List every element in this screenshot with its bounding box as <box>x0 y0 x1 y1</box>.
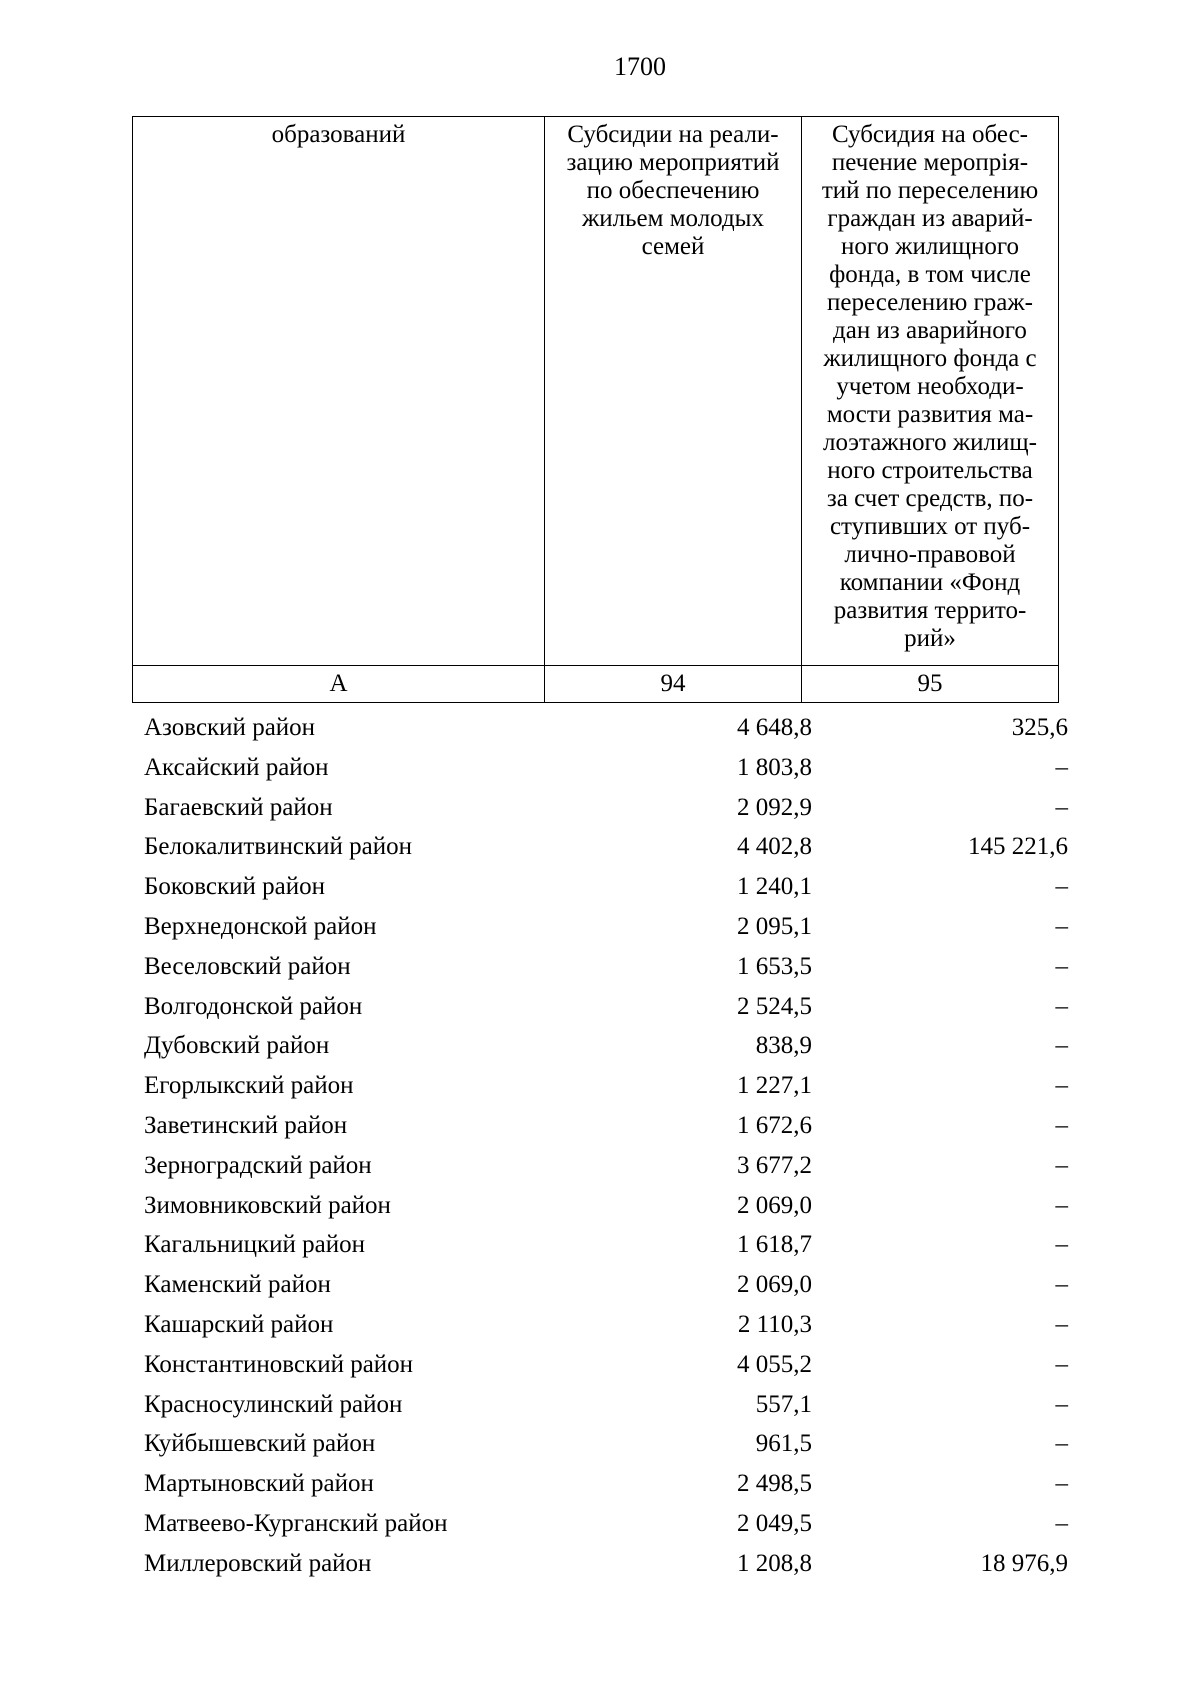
district-name: Матвеево-Курганский район <box>144 1509 448 1537</box>
value-col-95: – <box>1055 1231 1068 1259</box>
table-row <box>132 1464 1082 1504</box>
value-col-94: 2 095,1 <box>737 912 812 940</box>
district-name: Кагальницкий район <box>144 1231 366 1259</box>
value-col-94: 1 618,7 <box>737 1231 812 1259</box>
district-name: Зерноградский район <box>144 1151 372 1179</box>
value-col-95: – <box>1055 1509 1068 1537</box>
value-col-94: 1 240,1 <box>737 873 812 901</box>
value-col-95: – <box>1055 1271 1068 1299</box>
value-col-94: 2 049,5 <box>737 1509 812 1537</box>
value-col-94: 2 069,0 <box>737 1191 812 1219</box>
district-name: Волгодонской район <box>144 992 363 1020</box>
district-name: Азовский район <box>144 714 316 741</box>
value-col-95: – <box>1055 873 1068 901</box>
district-name: Заветинский район <box>144 1111 348 1139</box>
value-col-95: – <box>1055 1350 1068 1378</box>
value-col-94: 838,9 <box>755 1032 812 1060</box>
value-col-94: 2 110,3 <box>737 1310 812 1338</box>
value-col-94: 4 055,2 <box>737 1350 812 1378</box>
value-col-94: 2 524,5 <box>737 992 812 1020</box>
column-number-row <box>133 666 1059 703</box>
column-number-a: А <box>133 666 545 703</box>
value-col-94: 1 227,1 <box>737 1072 812 1100</box>
value-col-94: 961,5 <box>755 1430 812 1458</box>
column-number-95: 95 <box>802 666 1059 703</box>
column-number-94: 94 <box>545 666 802 703</box>
table-row <box>132 1385 1082 1425</box>
value-col-94: 4 402,8 <box>737 833 812 861</box>
table-row <box>132 987 1082 1027</box>
district-name: Кашарский район <box>144 1310 334 1338</box>
table-row <box>132 1186 1082 1226</box>
district-name: Веселовский район <box>144 952 351 980</box>
value-col-94: 1 672,6 <box>737 1111 812 1139</box>
value-col-95: 325,6 <box>1011 714 1068 741</box>
page-number: 1700 <box>614 52 666 81</box>
district-name: Дубовский район <box>144 1032 330 1060</box>
table-row <box>132 1305 1082 1345</box>
table-row <box>132 947 1082 987</box>
table-row <box>132 708 1082 748</box>
value-col-94: 1 803,8 <box>737 753 812 781</box>
header-label-municipalities: образований <box>271 121 406 148</box>
table-row <box>132 1106 1082 1146</box>
table-row <box>132 1225 1082 1265</box>
value-col-94: 2 092,9 <box>737 793 812 821</box>
header-cell-col-95 <box>802 117 1059 666</box>
value-col-95: – <box>1055 1390 1068 1418</box>
district-name: Багаевский район <box>144 793 333 821</box>
district-name: Зимовниковский район <box>144 1191 391 1219</box>
value-col-95: – <box>1055 1310 1068 1338</box>
district-name: Белокалитвинский район <box>144 833 412 861</box>
district-name: Мартыновский район <box>144 1470 374 1498</box>
value-col-94: 3 677,2 <box>737 1151 812 1179</box>
header-row <box>133 117 1059 666</box>
district-name: Аксайский район <box>144 753 329 781</box>
table-row <box>132 867 1082 907</box>
header-label-col-95: Субсидия на обес- печение меропрія- тий по переселению граждан из аварий- ного жилищного фонда, в том числе переселению граж- дан из аварийного жилищного фонда с учетом необходи- мости развития ма- лоэтажного жилищ- ного строительства за счет средств, по- ступивших от пуб- лично-правовой компании «Фонд развития террито- рий» <box>821 121 1039 652</box>
district-name: Боковский район <box>144 873 325 901</box>
table-row <box>132 1265 1082 1305</box>
value-col-95: – <box>1055 1430 1068 1458</box>
header-table <box>132 116 1059 703</box>
value-col-95: – <box>1055 912 1068 940</box>
district-name: Верхнедонской район <box>144 912 377 940</box>
value-col-94: 2 069,0 <box>737 1271 812 1299</box>
table-row <box>132 1504 1082 1544</box>
value-col-95: – <box>1055 793 1068 821</box>
table-row <box>132 907 1082 947</box>
value-col-94: 557,1 <box>755 1390 812 1418</box>
table-row <box>132 1026 1082 1066</box>
header-label-col-94: Субсидии на реали- зацию мероприятий по обеспечению жильем молодых семей <box>566 121 780 260</box>
table-row <box>132 1424 1082 1464</box>
value-col-95: – <box>1055 1151 1068 1179</box>
table-row <box>132 1066 1082 1106</box>
table-row <box>132 1345 1082 1385</box>
value-col-95: – <box>1055 1032 1068 1060</box>
value-col-95: – <box>1055 1111 1068 1139</box>
value-col-94: 1 208,8 <box>737 1549 812 1577</box>
value-col-95: 145 221,6 <box>968 833 1068 861</box>
data-rows <box>132 708 1082 1584</box>
district-name: Красносулинский район <box>144 1390 403 1418</box>
value-col-95: – <box>1055 1191 1068 1219</box>
district-name: Каменский район <box>144 1271 331 1299</box>
header-cell-col-94 <box>545 117 802 666</box>
district-name: Егорлыкский район <box>144 1072 354 1100</box>
district-name: Куйбышевский район <box>144 1430 376 1458</box>
header-cell-municipalities <box>133 117 545 666</box>
value-col-94: 4 648,8 <box>737 714 812 741</box>
district-name: Миллеровский район <box>144 1549 372 1577</box>
table-row <box>132 1146 1082 1186</box>
district-name: Константиновский район <box>144 1350 414 1378</box>
value-col-95: – <box>1055 1470 1068 1498</box>
value-col-94: 1 653,5 <box>737 952 812 980</box>
table-row <box>132 788 1082 828</box>
value-col-95: – <box>1055 992 1068 1020</box>
value-col-94: 2 498,5 <box>737 1470 812 1498</box>
table-row <box>132 827 1082 867</box>
value-col-95: – <box>1055 952 1068 980</box>
table-row <box>132 1544 1082 1584</box>
table-row <box>132 748 1082 788</box>
value-col-95: 18 976,9 <box>980 1549 1068 1577</box>
value-col-95: – <box>1055 753 1068 781</box>
value-col-95: – <box>1055 1072 1068 1100</box>
